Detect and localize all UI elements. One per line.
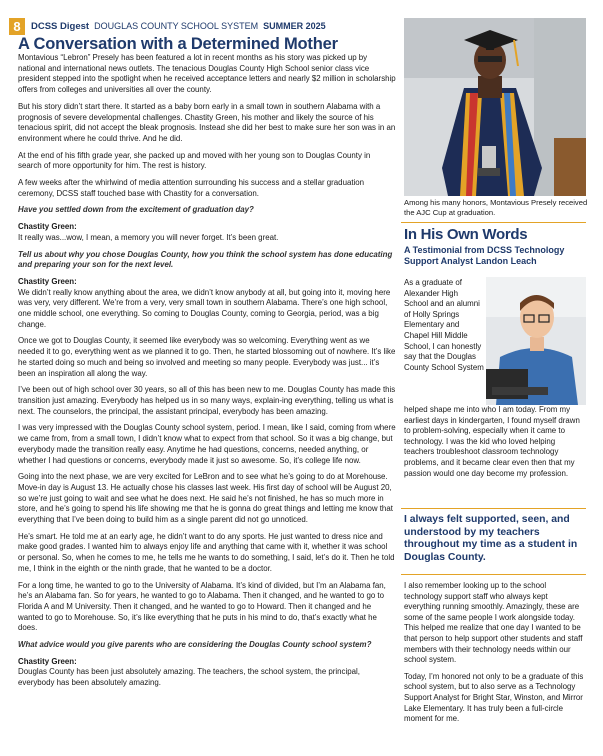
question-1: Have you settled down from the excitement of graduation day? [18, 205, 254, 215]
article-body [18, 53, 396, 695]
speaker-label: Chastity Green: [18, 276, 77, 286]
answer-2-paragraph: For a long time, he wanted to go to the University of Alabama. It’s kind of divided, but I’m an Alabama fan, he’s an Alabama fan. So for years, he wanted to go to Alabama. Then it changed, and he wanted to go to Florida A and M University. Then it changed, and he wanted to go to Howard. Then it changed and he wanted to go to Morehouse. So, it’s like everything that he puts in his mind to do, that’s exactly what he does. [18, 580, 386, 633]
answer-1: It really was...wow, I mean, a memory you will never forget. It’s been great. [18, 232, 279, 242]
testimonial-text-continued: helped shape me into who I am today. From my earliest days in kindergarten, I found myself drawn to problem-solving, especially when it came to technology. I was the kid who loved helping teachers troubleshoot classroom technology problems, and it became clear even then that my passion would one day become my profession. [404, 405, 580, 478]
answer-2-paragraph: We didn’t really know anything about the area, we didn’t know anybody at all, but going into it, moving here was very, very different. We’re from a very, very small town in southern Alabama. There’s one high school, one middle school, one everything. So coming to Douglas County, coming to Georgia, period, was a big change. [18, 287, 391, 329]
answer-2-paragraph: I was very impressed with the Douglas County school system, period. I mean, like I said, coming from where we came from, from a small town, I didn’t know what to expect from that school. So it was a big change, but everybody made the transition really easy. Anytime he had questions, concerns, needed anything, or whether I had questions or concerns, everybody made it just so awesome. So, it’s college life now. [18, 423, 396, 465]
testimonial-paragraph: Today, I’m honored not only to be a graduate of this school system, but to also serve as a Technology Support Analyst for Bright Star, Winston, and Mirror Lake Elementary. It has truly been a full-circle moment for me. [404, 671, 584, 724]
analyst-photo [486, 277, 586, 405]
pull-quote: I always felt supported, seen, and understood by my teachers throughout my time as a student in Douglas County. [404, 514, 578, 563]
sidebar-top-rule [401, 222, 586, 223]
issue-label: SUMMER 2025 [263, 21, 326, 31]
analyst-illustration [486, 277, 586, 405]
answer-2-paragraph: He’s smart. He told me at an early age, he didn’t want to do any sports. He just wanted to dress nice and make good grades. I wanted him to always enjoy life and anything that came with it, whether it was school or personal. So, when he comes to me, he tells me he wants to do something, I said, let’s do it. Then he told me, I think in the eighth or the ninth grade, that he wanted to be a doctor. [18, 531, 395, 573]
intro-paragraph: But his story didn’t start there. It started as a baby born early in a small town in southern Alabama with a prognosis of severe developmental challenges. Chastity Green, his mother and likely the source of his tenacious spirit, did not accept the bleak prognosis. Instead she did her best to make sure her son was in an environment where he could thrive. And he did. [18, 101, 396, 143]
pull-quote-bottom-rule [401, 574, 586, 575]
publication-name: DCSS Digest [31, 20, 90, 32]
pull-quote-top-rule [401, 508, 586, 509]
answer-3: Douglas County has been just absolutely amazing. The teachers, the school system, the principal, everybody has been absolutely amazing. [18, 667, 360, 688]
testimonial-closing [404, 581, 586, 731]
speaker-label: Chastity Green: [18, 222, 77, 232]
intro-paragraph: A few weeks after the whirlwind of media attention surrounding his success and a stellar graduation ceremony, DCSS staff touched base with Chastity for a conversation. [18, 178, 365, 198]
photo-caption: Among his many honors, Montavious Presely received the AJC Cup at graduation. [404, 198, 588, 217]
intro-paragraph: Montavious “Lebron” Presely has been featured a lot in recent months as his story was picked up by national and international news outlets. The tenacious Douglas County High School senior class vice president stepped into the spotlight when he received acceptance letters and nearly $2 million in scholarship offers from colleges and universities all over the county. [18, 53, 396, 95]
speaker-label: Chastity Green: [18, 656, 77, 666]
answer-2-paragraph: Once we got to Douglas County, it seemed like everybody was so welcoming. Everything went as we needed it to go, everything went as we planned it to go. Then, he started blossoming out of nowhere. It’s like he started doing so much and being so involved and meeting so many people. Everybody was just... it’s been an inspiration all along the way. [18, 336, 396, 378]
article-title: A Conversation with a Determined Mother [18, 35, 338, 53]
sidebar-title: In His Own Words [404, 226, 528, 243]
graduate-illustration [404, 18, 586, 196]
question-2: Tell us about why you chose Douglas County, how you think the school system has done educating and preparing your son for the next level. [18, 249, 393, 270]
testimonial-text-intro: As a graduate of Alexander High School and an alumni of Holly Springs Elementary and Chapel Hill Middle School, I can honestly say that the Douglas County School System [404, 278, 484, 372]
testimonial-paragraph: I also remember looking up to the school technology support staff who always kept everything running smoothly. Amazingly, these are some of the same people I work alongside today. This helped me realize that one day I wanted to be that person to help support other students and staff members with their technology needs within our school system. [404, 581, 583, 665]
school-system-name: DOUGLAS COUNTY SCHOOL SYSTEM [94, 21, 259, 31]
question-3: What advice would you give parents who are considering the Douglas County school system? [18, 640, 372, 650]
intro-paragraph: At the end of his fifth grade year, she packed up and moved with her young son to Douglas County in search of more opportunity for him. The rest is history. [18, 150, 371, 171]
answer-2-paragraph: I’ve been out of high school over 30 years, so all of this has been new to me. Douglas County has made this transition just amazing. Everybody has helped us in so many ways, explain-ing everything, telling us what is next. The counselors, the principal, the assistant principal, everybody has been amazing. [18, 385, 396, 416]
sidebar-subtitle: A Testimonial from DCSS Technology Support Analyst Landon Leach [404, 245, 565, 266]
graduate-photo [404, 18, 586, 196]
page-number: 8 [9, 18, 25, 35]
answer-2-paragraph: Going into the next phase, we are very excited for LeBron and to see what he’s going to do at Morehouse. Move-in day is August 13. He actually chose his classes last week. His first day of school will be August 20, so we’re just going to wait and see what he does next. He said he’s not finished, he has so much more in store, and he’s going to spend his life showing me that he is gonna do great things and letting me know that everything that I’ve been doing to build him as a single parent did not go unnoticed. [18, 472, 393, 525]
page-header [9, 18, 399, 34]
